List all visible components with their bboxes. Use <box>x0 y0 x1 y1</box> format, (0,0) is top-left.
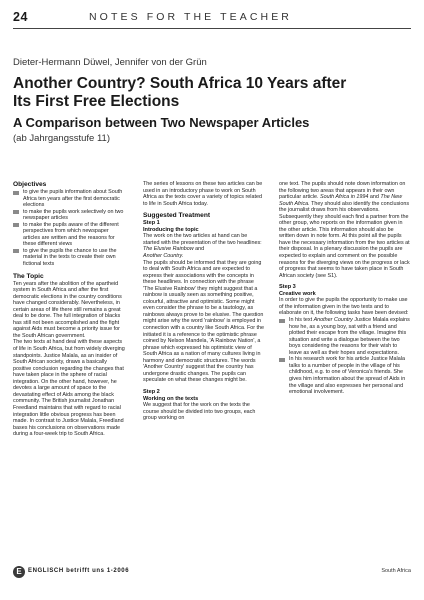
grade-level: (ab Jahrgangsstufe 11) <box>13 133 110 144</box>
authors: Dieter-Hermann Düwel, Jennifer von der Grün <box>13 57 207 68</box>
list-item: to give the pupils the chance to use the material in the texts to create their own fictional texts <box>13 248 126 268</box>
step-2-label: Step 2 <box>143 388 160 395</box>
list-item: In his text Another Country Justice Malala explains how he, as a young boy, sat with a friend and plotted their escape from the village. Imagine this situation and write a dialogue between the two boys considering the reasons for their wish to leave as well as their hopes and expectations. <box>279 317 411 356</box>
topic-heading: The Topic <box>13 272 44 280</box>
page-header <box>13 6 411 28</box>
tasks-list <box>279 317 411 396</box>
article-title <box>13 75 411 110</box>
step-1-text: The work on the two articles at hand can be started with the presentation of the two headlines: <box>143 233 262 246</box>
headline-1: The Elusive Rainbow and <box>143 246 205 253</box>
topic-paragraph: Ten years after the abolition of the apartheid system in South Africa and after the first democratic elections in the country conditions have changed considerably. Nevertheless, in certain areas of life there still remains a great deal to be done. The full integration of blacks has still not been accomplished and the fight against Aids must become a priority issue for the South African government. <box>13 280 122 339</box>
page-footer <box>13 566 411 580</box>
title-line-2: Its First Free Elections <box>13 92 180 110</box>
headline-2: Another Country. <box>143 253 184 260</box>
intro-paragraph: The series of lessons on these two articles can be used in an introductory phase to work on South Africa as the texts cover a variety of topics related to life in South Africa today. <box>143 181 263 207</box>
column-3 <box>279 181 411 396</box>
headline-1-text: The Elusive Rainbow <box>143 246 194 253</box>
step-1-discussion: The pupils should be informed that they are going to deal with South Africa and are expected to express their associations with the concepts in these headlines. In connection with the phrase 'The Elusive Rainbow' they might suggest that a rainbow is usually seen as something positive, colourful, attractive and optimistic. Some might even consider the phrase to be a tautology, as rainbows always prove to be elusive. The question might arise why the word 'rainbow' is employed in connection with a country like South Africa. For the initiated it is a reference to the optimistic phrase coined by Nelson Mandela, 'A Rainbow Nation', a phrase which expressed his optimistic view of South Africa as a nation of many cultures living in harmony and democratic structures. The words 'Another Country' suggest that the country has undergone drastic changes. The pupils can speculate on what these changes might be. <box>143 259 265 384</box>
header-rule <box>13 28 411 29</box>
list-item: to make the pupils work selectively on two newspaper articles <box>13 209 126 222</box>
article-subtitle: A Comparison between Two Newspaper Articles <box>13 115 310 130</box>
step-2-title: Working on the texts <box>143 395 199 402</box>
treatment-heading: Suggested Treatment <box>143 212 211 220</box>
step-1-title: Introducing the topic <box>143 226 199 233</box>
step-3-text: In order to give the pupils the opportunity to make use of the information given in the two texts and to elaborate on it, the following tasks have been devised: <box>279 297 409 317</box>
page-number: 24 <box>13 10 28 24</box>
list-item: In his research work for his article Justice Malala talks to a number of people in the village of his childhood, e.g. to one of Veronica's friends. She gives him information about the spread of Aids in the village and also expresses her personal and emotional involvement. <box>279 356 411 395</box>
step-2-text: We suggest that for the work on the texts the course should be divided into two groups, each group working on <box>143 402 256 422</box>
section-name: South Africa <box>381 568 411 574</box>
objectives-list <box>13 189 126 268</box>
objectives-heading: Objectives <box>13 181 47 188</box>
list-item: to give the pupils information about South Africa ten years after the first democratic elections <box>13 189 126 209</box>
running-title: NOTES FOR THE TEACHER <box>89 11 292 23</box>
topic-paragraph: The two texts at hand deal with these aspects of life in South Africa, but from widely diverging standpoints. Justice Malala, as an insider of South African society, draws a basically positive conclusion regarding the changes that have taken place in the sphere of racial integration. On the other hand, however, he devotes a large amount of space to the devastating effect of Aids among the black community. The British journalist Jonathan Freedland maintains that with regard to racial integration little obvious progress has been made. In contrast to Justice Malala, Freedland bases his conclusions on observations made during a four-week trip to South Africa. <box>13 339 125 438</box>
step-3-title: Creative work <box>279 290 316 297</box>
list-item: to make the pupils aware of the different perspectives from which newspaper articles are written and the reasons for these different views <box>13 222 126 248</box>
column-2 <box>143 181 265 422</box>
column-1 <box>13 181 126 438</box>
e-badge-icon: E <box>13 566 25 578</box>
step-3-label: Step 3 <box>279 284 296 291</box>
column-3-paragraph: one text. The pupils should note down information on the following two areas that appears in their own particular article. South Africa in 1994 and The New South Africa. They should also identify the conclusions the journalist draws from his observations. Subsequently they should each find a partner from the other group, who reports on the information given in the other article. This information should also be written down in note form. At this point all the pupils have the necessary information from the two articles at their disposal. In a plenary discussion the pupils are expected to explain and comment on the possible reasons for the diverging views on the progress or lack of progress that seems to have taken place in South African society (see S1). <box>279 181 410 279</box>
publication-name: ENGLISCH betrifft uns 1-2006 <box>28 568 130 574</box>
title-line-1: Another Country? South Africa 10 Years after <box>13 75 347 92</box>
step-1-label: Step 1 <box>143 220 160 227</box>
